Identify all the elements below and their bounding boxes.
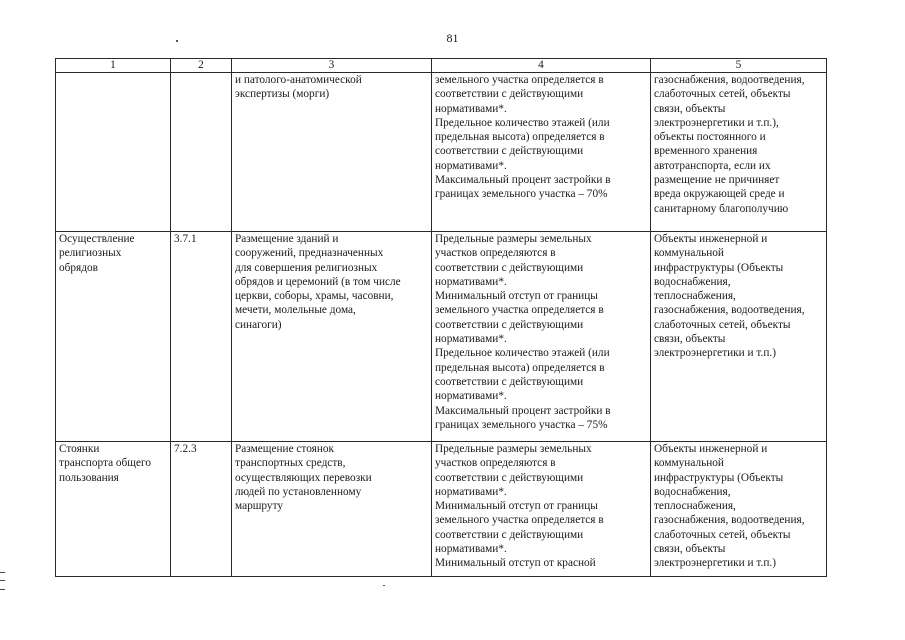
use-name-cell: Стоянки транспорта общего пользования <box>56 442 171 577</box>
parameters-cell: Предельные размеры земельных участков определяются в соответствии с действующими нормативами*. Минимальный отступ от границы земельного участка определяется в соответствии с действующими нормативами*. Минимальный отступ от красной <box>432 442 651 577</box>
use-description-cell: и патолого-анатомической экспертизы (морги) <box>232 73 432 232</box>
table-row <box>56 232 827 442</box>
scan-speck <box>176 40 178 42</box>
use-description-cell: Размещение зданий и сооружений, предназначенных для совершения религиозных обрядов и церемоний (в том числе церкви, соборы, храмы, часовни, мечети, молельные дома, синагоги) <box>232 232 432 442</box>
auxiliary-objects-cell: Объекты инженерной и коммунальной инфраструктуры (Объекты водоснабжения, теплоснабжения, газоснабжения, водоотведения, слаботочных сетей, объекты связи, объекты электроэнергетики и т.п.) <box>651 232 827 442</box>
header-cell: 3 <box>232 59 432 73</box>
header-cell: 2 <box>171 59 232 73</box>
table-header-row <box>56 59 827 73</box>
page-number: 81 <box>446 31 459 45</box>
header-cell: 1 <box>56 59 171 73</box>
use-code-cell: 3.7.1 <box>171 232 232 442</box>
auxiliary-objects-cell: Объекты инженерной и коммунальной инфраструктуры (Объекты водоснабжения, теплоснабжения, газоснабжения, водоотведения, слаботочных сетей, объекты связи, объекты электроэнергетики и т.п.) <box>651 442 827 577</box>
table-row <box>56 73 827 232</box>
parameters-cell: земельного участка определяется в соответствии с действующими нормативами*. Предельное количество этажей (или предельная высота) определяется в соответствии с действующими нормативами*. Максимальный процент застройки в границах земельного участка – 70% <box>432 73 651 232</box>
header-cell: 4 <box>432 59 651 73</box>
table-row <box>56 442 827 577</box>
use-code-cell: 7.2.3 <box>171 442 232 577</box>
scan-speck <box>383 585 385 586</box>
use-name-cell <box>56 73 171 232</box>
margin-mark <box>0 572 5 590</box>
use-name-cell: Осуществление религиозных обрядов <box>56 232 171 442</box>
use-description-cell: Размещение стоянок транспортных средств, осуществляющих перевозки людей по установленному маршруту <box>232 442 432 577</box>
use-code-cell <box>171 73 232 232</box>
auxiliary-objects-cell: газоснабжения, водоотведения, слаботочных сетей, объекты связи, объекты электроэнергетики и т.п.), объекты постоянного и временного хранения автотранспорта, если их размещение не причиняет вреда окружающей среде и санитарному благополучию <box>651 73 827 232</box>
header-cell: 5 <box>651 59 827 73</box>
parameters-cell: Предельные размеры земельных участков определяются в соответствии с действующими нормативами*. Минимальный отступ от границы земельного участка определяется в соответствии с действующими нормативами*. Предельное количество этажей (или предельная высота) определяется в соответствии с действующими нормативами*. Максимальный процент застройки в границах земельного участка – 75% <box>432 232 651 442</box>
zoning-table <box>55 58 827 577</box>
